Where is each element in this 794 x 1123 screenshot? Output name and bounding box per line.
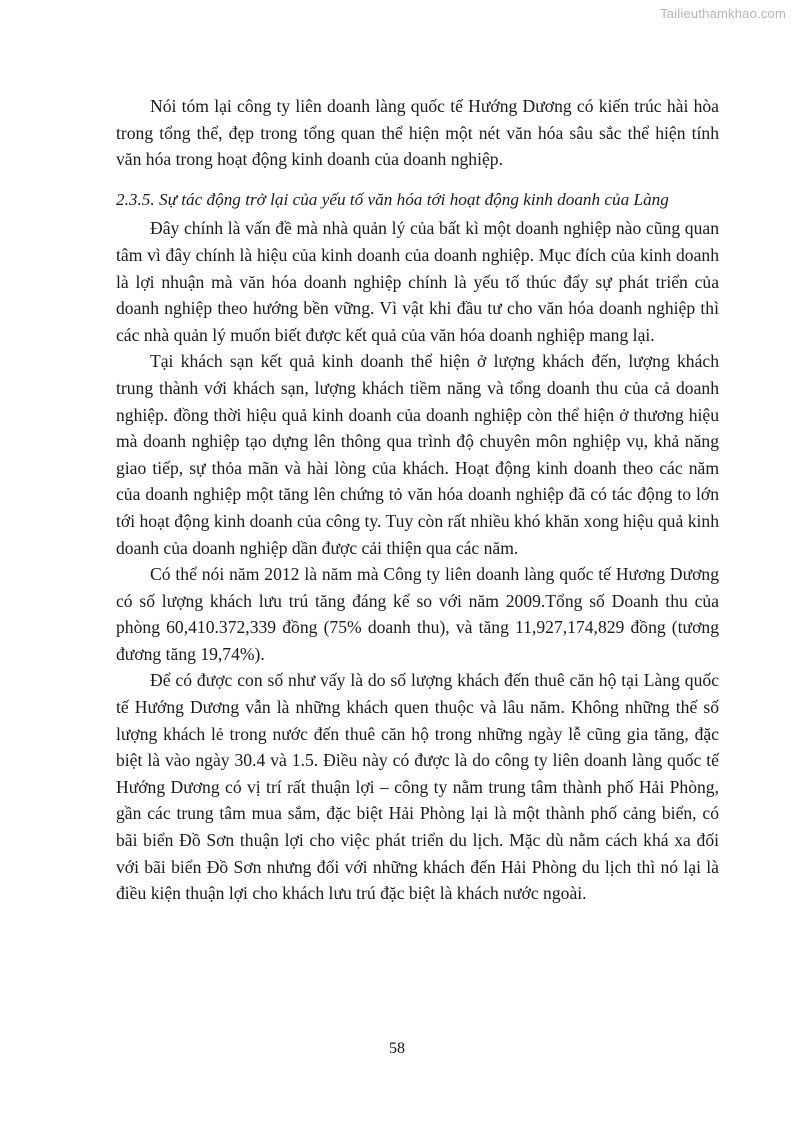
paragraph-2012-revenue: Có thể nói năm 2012 là năm mà Công ty liên doanh làng quốc tế Hương Dương có số lượng khách lưu trú tăng đáng kể so với năm 2009.Tổng số Doanh thu của phòng 60,410.372,339 đồng (75% doanh thu), và tăng 11,927,174,829 đồng (tương đương tăng 19,74%). xyxy=(116,564,719,664)
watermark-text: Tailieuthamkhao.com xyxy=(660,6,786,21)
paragraph-summary: Nói tóm lại công ty liên doanh làng quốc tế Hướng Dương có kiến trúc hài hòa trong tổng thể, đẹp trong tổng quan thể hiện một nét văn hóa sâu sắc thể hiện tính văn hóa trong hoạt động kinh doanh của doanh nghiệp. xyxy=(116,96,719,170)
page-number: 58 xyxy=(389,1040,405,1057)
paragraph-impact: Đây chính là vấn đề mà nhà quản lý của bất kì một doanh nghiệp nào cũng quan tâm vì đây chính là hiệu của kinh doanh của doanh nghiệp. Mục đích của kinh doanh là lợi nhuận mà văn hóa doanh nghiệp chính là yếu tố thúc đẩy sự phát triển của doanh nghiệp theo hướng bền vững. Vì vật khi đầu tư cho văn hóa doanh nghiệp thì các nhà quản lý muốn biết được kết quả của văn hóa doanh nghiệp mang lại. xyxy=(116,218,719,345)
paragraph-guest-numbers: Để có được con số như vấy là do số lượng khách đến thuê căn hộ tại Làng quốc tế Hướng Dương vẫn là những khách quen thuộc và lâu năm. Không những thế số lượng khách lẻ trong nước đến thuê căn hộ trong những ngày lễ cũng gia tăng, đặc biệt là vào ngày 30.4 và 1.5. Điều này có được là do công ty liên doanh làng quốc tế Hướng Dương có vị trí rất thuận lợi – công ty nằm trung tâm thành phố Hải Phòng, gần các trung tâm mua sắm, đặc biệt Hải Phòng lại là một thành phố cảng biển, có bãi biển Đồ Sơn thuận lợi cho việc phát triển du lịch. Mặc dù nằm cách khá xa đối với bãi biển Đồ Sơn nhưng đối với những khách đến Hải Phòng du lịch thì nó lại là điều kiện thuận lợi cho khách lưu trú đặc biệt là khách nước ngoài. xyxy=(116,670,719,904)
section-heading: 2.3.5. Sự tác động trở lại của yếu tố văn hóa tới hoạt động kinh doanh của Làng xyxy=(116,189,669,209)
paragraph-hotel-results: Tại khách sạn kết quả kinh doanh thể hiện ở lượng khách đến, lượng khách trung thành với khách sạn, lượng khách tiềm năng và tổng doanh thu của cả doanh nghiệp. đồng thời hiệu quả kinh doanh của doanh nghiệp còn thể hiện ở thương hiệu mà doanh nghiệp tạo dựng lên thông qua trình độ chuyên môn nghiệp vụ, khả năng giao tiếp, sự thỏa mãn và hài lòng của khách. Hoạt động kinh doanh theo các năm của doanh nghiệp một tăng lên chứng tỏ văn hóa doanh nghiệp đã có tác động to lớn tới hoạt động kinh doanh của công ty. Tuy còn rất nhiều khó khăn xong hiệu quả kinh doanh của doanh nghiệp dần được cải thiện qua các năm. xyxy=(116,351,719,558)
document-body xyxy=(116,93,719,907)
